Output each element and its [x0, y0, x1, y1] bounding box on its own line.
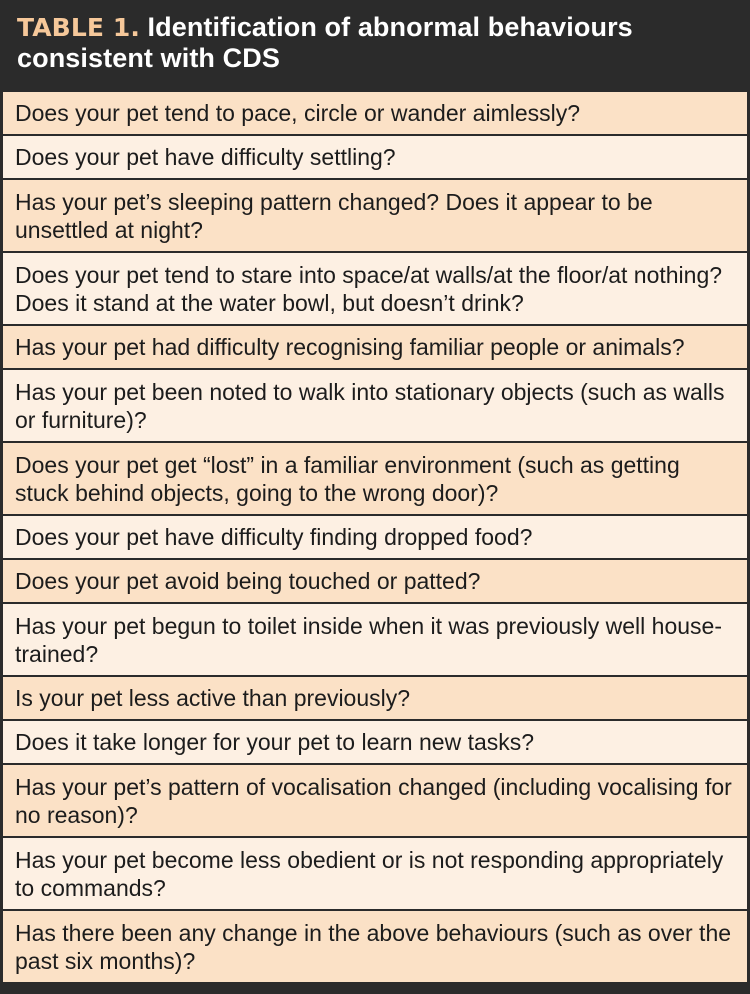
table-header: [3, 0, 747, 90]
table-row: Has your pet’s pattern of vocalisation changed (including vocalising for no reason)?: [3, 763, 747, 836]
table-row: Has there been any change in the above behaviours (such as over the past six months)?: [3, 909, 747, 982]
table-row: Does your pet have difficulty settling?: [3, 134, 747, 178]
table-body: [3, 90, 747, 991]
table-row: Is your pet less active than previously?: [3, 675, 747, 719]
table-row: Does your pet tend to stare into space/at walls/at the floor/at nothing? Does it stand at the water bowl, but doesn’t drink?: [3, 251, 747, 324]
table-label: TABLE 1.: [17, 13, 140, 42]
table-row: Has your pet become less obedient or is not responding appropriately to commands?: [3, 836, 747, 909]
table-row: Has your pet been noted to walk into stationary objects (such as walls or furniture)?: [3, 368, 747, 441]
table-row: Has your pet had difficulty recognising familiar people or animals?: [3, 324, 747, 368]
table-title: Identification of abnormal behaviours consistent with CDS: [17, 12, 633, 73]
table-row: Does your pet get “lost” in a familiar environment (such as getting stuck behind objects, going to the wrong door)?: [3, 441, 747, 514]
table-row: Has your pet’s sleeping pattern changed? Does it appear to be unsettled at night?: [3, 178, 747, 251]
table-row: Does your pet have difficulty finding dropped food?: [3, 514, 747, 558]
table-row: Does your pet avoid being touched or patted?: [3, 558, 747, 602]
table-row: Has your pet begun to toilet inside when it was previously well house-trained?: [3, 602, 747, 675]
table-row: Does your pet tend to pace, circle or wander aimlessly?: [3, 90, 747, 134]
table-row: Does it take longer for your pet to learn new tasks?: [3, 719, 747, 763]
